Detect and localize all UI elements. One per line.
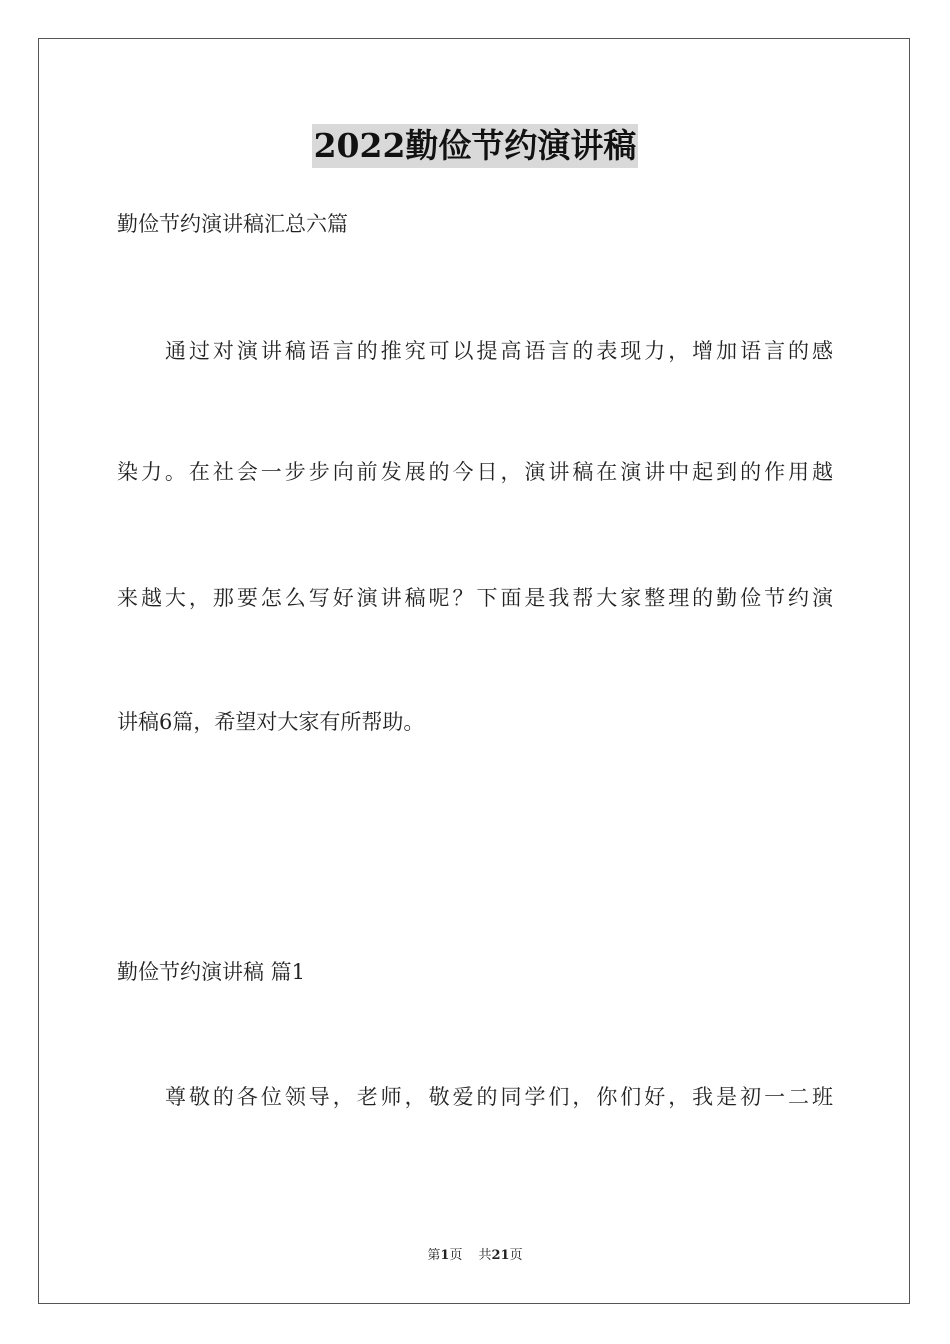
footer-page-suffix: 页 — [449, 1248, 463, 1263]
footer-total-suffix: 页 — [509, 1248, 523, 1263]
footer-page-prefix: 第 — [427, 1248, 441, 1263]
footer-total-pages: 21 — [491, 1248, 510, 1263]
intro-paragraph-line: 讲稿6篇，希望对大家有所帮助。 — [117, 710, 425, 734]
page-footer — [0, 1247, 950, 1265]
document-title: 2022勤俭节约演讲稿 — [312, 124, 639, 168]
section-paragraph-line: 尊敬的各位领导，老师，敬爱的同学们，你们好，我是初一二班 — [165, 1085, 833, 1109]
intro-paragraph-line: 通过对演讲稿语言的推究可以提高语言的表现力，增加语言的感 — [165, 339, 833, 363]
intro-paragraph-line: 染力。在社会一步步向前发展的今日，演讲稿在演讲中起到的作用越 — [117, 460, 833, 484]
footer-page-number: 1 — [440, 1248, 450, 1263]
title-container — [0, 124, 950, 168]
footer-total-prefix: 共 — [478, 1248, 492, 1263]
intro-paragraph-line: 来越大，那要怎么写好演讲稿呢？下面是我帮大家整理的勤俭节约演 — [117, 586, 833, 610]
document-subtitle: 勤俭节约演讲稿汇总六篇 — [117, 212, 348, 236]
section-heading: 勤俭节约演讲稿 篇1 — [117, 960, 306, 984]
